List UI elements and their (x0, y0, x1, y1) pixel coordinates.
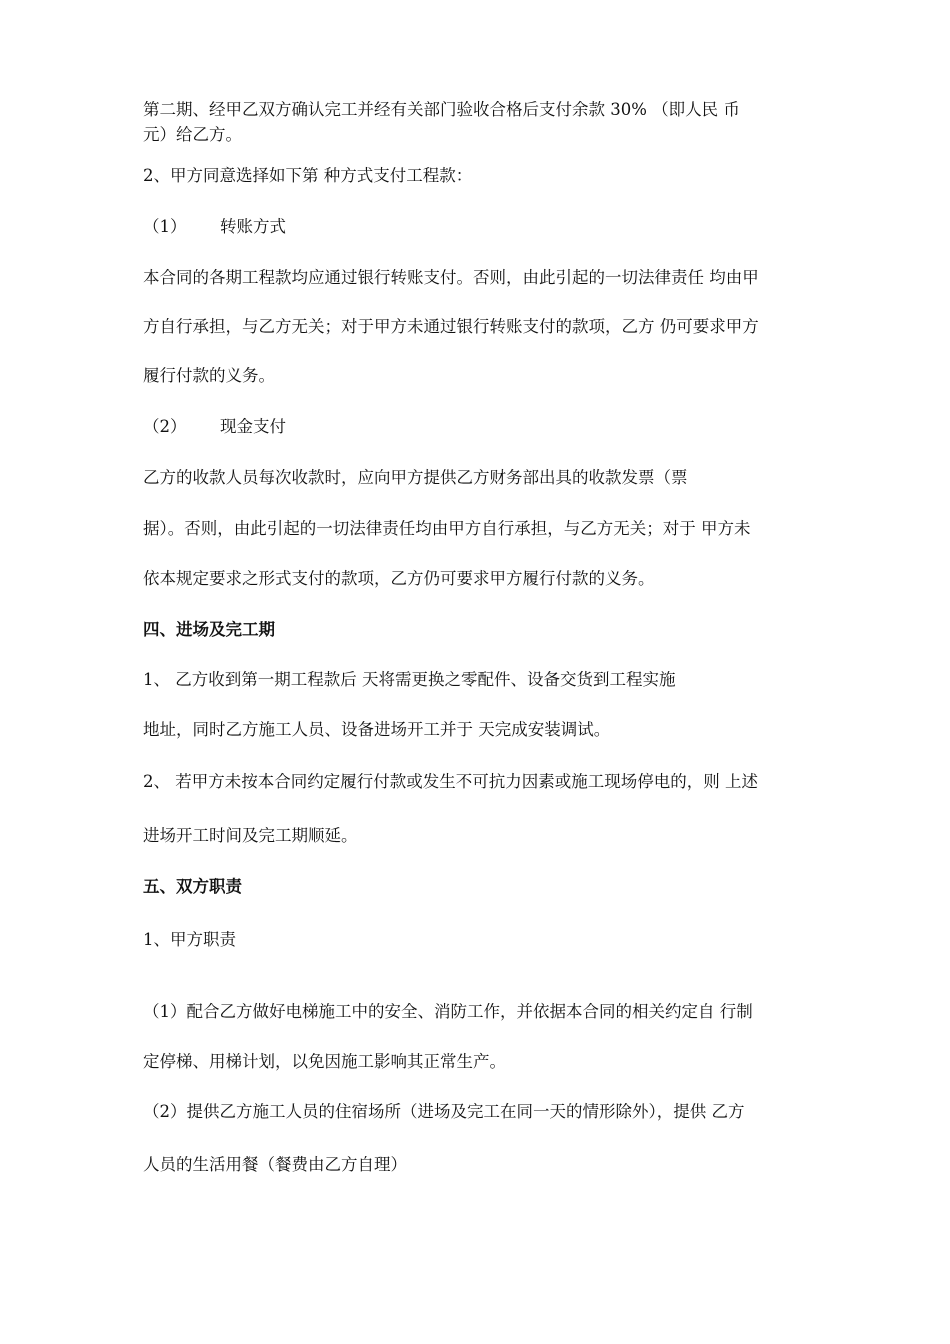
paragraph-line: 元）给乙方。 (143, 125, 242, 144)
list-item-transfer (143, 216, 286, 238)
paragraph-line: 本合同的各期工程款均应通过银行转账支付。否则，由此引起的一切法律责任 均由甲 (143, 268, 759, 287)
paragraph-line: 2、甲方同意选择如下第 种方式支付工程款： (143, 166, 473, 185)
paragraph-line: （2）提供乙方施工人员的住宿场所（进场及完工在同一天的情形除外），提供 乙方 (143, 1102, 745, 1121)
paragraph-line: 乙方的收款人员每次收款时，应向甲方提供乙方财务部出具的收款发票（票 (143, 468, 688, 487)
paragraph-line: 人员的生活用餐（餐费由乙方自理） (143, 1155, 407, 1174)
list-label: 现金支付 (220, 417, 286, 436)
paragraph-line: 1、 乙方收到第一期工程款后 天将需更换之零配件、设备交货到工程实施 (143, 670, 676, 689)
paragraph-line: 据）。否则，由此引起的一切法律责任均由甲方自行承担，与乙方无关；对于 甲方未 (143, 519, 751, 538)
section-heading: 五、双方职责 (143, 877, 242, 896)
paragraph-line: 方自行承担，与乙方无关；对于甲方未通过银行转账支付的款项，乙方 仍可要求甲方 (143, 317, 759, 336)
paragraph-line: 进场开工时间及完工期顺延。 (143, 826, 358, 845)
paragraph-line: 履行付款的义务。 (143, 366, 275, 385)
list-item-cash (143, 416, 286, 438)
list-number: （1） (143, 217, 187, 236)
paragraph-line: 地址，同时乙方施工人员、设备进场开工并于 天完成安装调试。 (143, 720, 611, 739)
paragraph-line: 第二期、经甲乙双方确认完工并经有关部门验收合格后支付余款 30% （即人民 币 (143, 100, 740, 119)
paragraph-line: 2、 若甲方未按本合同约定履行付款或发生不可抗力因素或施工现场停电的，则 上述 (143, 772, 758, 791)
paragraph-line: 依本规定要求之形式支付的款项，乙方仍可要求甲方履行付款的义务。 (143, 569, 655, 588)
paragraph-line: 定停梯、用梯计划，以免因施工影响其正常生产。 (143, 1052, 506, 1071)
list-label: 转账方式 (220, 217, 286, 236)
paragraph-line: 1、甲方职责 (143, 930, 236, 949)
list-number: （2） (143, 417, 187, 436)
section-heading: 四、进场及完工期 (143, 620, 275, 639)
paragraph-line: （1）配合乙方做好电梯施工中的安全、消防工作，并依据本合同的相关约定自 行制 (143, 1002, 753, 1021)
